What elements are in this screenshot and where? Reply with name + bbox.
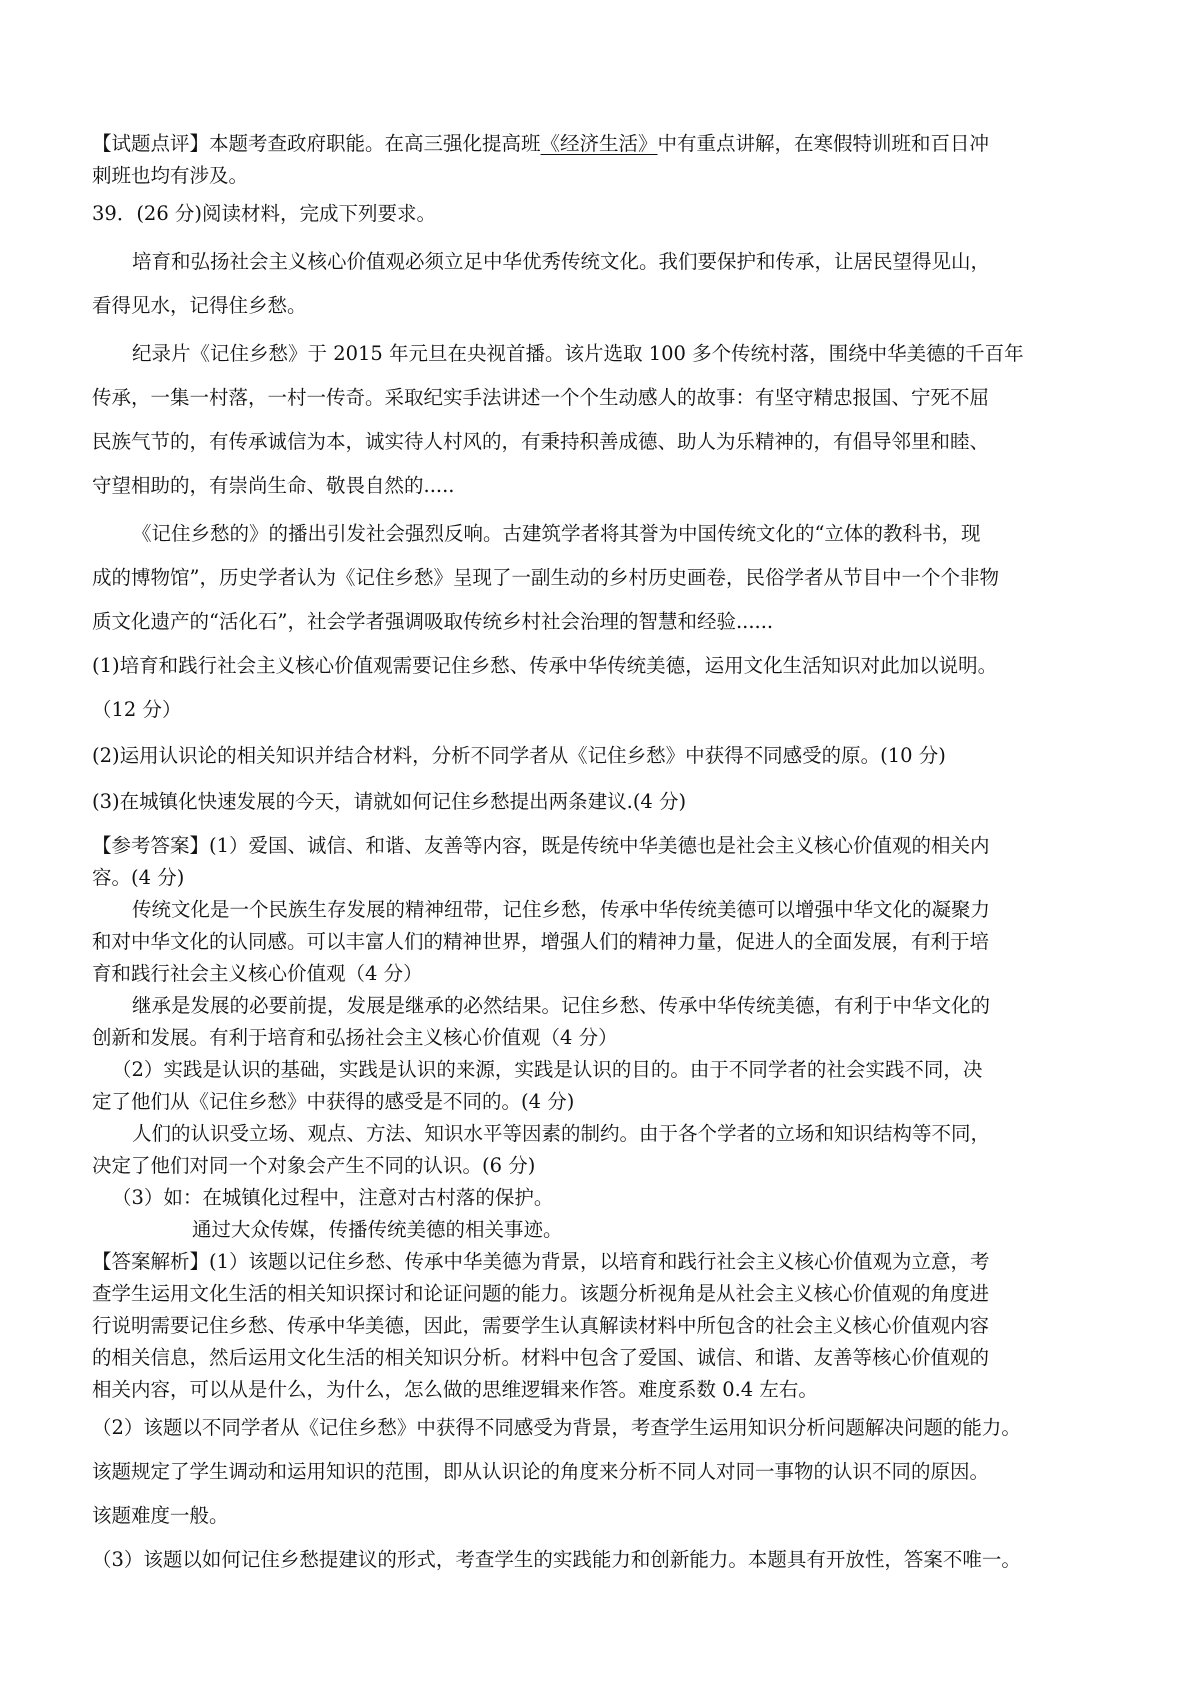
review-line-2: 刺班也均有涉及。 <box>92 164 249 187</box>
material-para-3-line: 成的博物馆”，历史学者认为《记住乡愁》呈现了一副生动的乡村历史画卷，民俗学者从节目中一个个非物 <box>92 566 999 589</box>
review-text-cont: 中有重点讲解，在寒假特训班和百日冲 <box>657 132 990 155</box>
material-para-1-line: 看得见水，记得住乡愁。 <box>92 294 307 317</box>
analysis-line: 查学生运用文化生活的相关知识探讨和论证问题的能力。该题分析视角是从社会主义核心价值观的角度进 <box>92 1282 990 1305</box>
review-book-title: 《经济生活》 <box>540 132 658 155</box>
material-para-3-line: 质文化遗产的“活化石”，社会学者强调吸取传统乡村社会治理的智慧和经验...... <box>92 610 774 633</box>
material-para-2-line: 守望相助的，有崇尚生命、敬畏自然的..... <box>92 474 455 497</box>
analysis-line: 该题难度一般。 <box>92 1504 229 1527</box>
material-para-3-line: 《记住乡愁的》的播出引发社会强烈反响。古建筑学者将其誉为中国传统文化的“立体的教科书，现 <box>132 522 981 545</box>
sub-question-2: (2)运用认识论的相关知识并结合材料，分析不同学者从《记住乡愁》中获得不同感受的原。(10 分) <box>92 744 946 767</box>
sub-question-1-score: （12 分） <box>92 698 182 721</box>
review-text: 【试题点评】本题考查政府职能。在高三强化提高班 <box>92 132 541 155</box>
answer-line: 创新和发展。有利于培育和弘扬社会主义核心价值观（4 分） <box>92 1026 618 1049</box>
material-para-2-line: 传承，一集一村落，一村一传奇。采取纪实手法讲述一个个生动感人的故事：有坚守精忠报国、宁死不屈 <box>92 386 990 409</box>
analysis-line: （3）该题以如何记住乡愁提建议的形式，考查学生的实践能力和创新能力。本题具有开放性，答案不唯一。 <box>92 1548 1021 1571</box>
analysis-line: 行说明需要记住乡愁、传承中华美德，因此，需要学生认真解读材料中所包含的社会主义核心价值观内容 <box>92 1314 990 1337</box>
material-para-1-line: 培育和弘扬社会主义核心价值观必须立足中华优秀传统文化。我们要保护和传承，让居民望得见山， <box>132 250 991 273</box>
sub-question-3: (3)在城镇化快速发展的今天，请就如何记住乡愁提出两条建议.(4 分) <box>92 790 687 813</box>
answer-line: 定了他们从《记住乡愁》中获得的感受是不同的。(4 分) <box>92 1090 575 1113</box>
answer-line: 人们的认识受立场、观点、方法、知识水平等因素的制约。由于各个学者的立场和知识结构等不同， <box>132 1122 991 1145</box>
answer-line: 育和践行社会主义核心价值观（4 分） <box>92 962 423 985</box>
answer-line: （2）实践是认识的基础，实践是认识的来源，实践是认识的目的。由于不同学者的社会实践不同，决 <box>112 1058 983 1081</box>
answer-line: 传统文化是一个民族生存发展的精神纽带，记住乡愁，传承中华传统美德可以增强中华文化的凝聚力 <box>132 898 991 921</box>
answer-line: 通过大众传媒，传播传统美德的相关事迹。 <box>192 1218 563 1241</box>
analysis-line: （2）该题以不同学者从《记住乡愁》中获得不同感受为背景，考查学生运用知识分析问题解决问题的能力。 <box>92 1416 1021 1439</box>
answer-line: 和对中华文化的认同感。可以丰富人们的精神世界，增强人们的精神力量，促进人的全面发展，有利于培 <box>92 930 990 953</box>
document-content <box>92 128 1112 1582</box>
analysis-line: 相关内容，可以从是什么，为什么，怎么做的思维逻辑来作答。难度系数 0.4 左右。 <box>92 1378 818 1401</box>
question-header: 39．(26 分)阅读材料，完成下列要求。 <box>92 202 437 225</box>
material-para-2-line: 民族气节的，有传承诚信为本，诚实待人村风的，有秉持积善成德、助人为乐精神的，有倡导邻里和睦、 <box>92 430 990 453</box>
answer-line: 【参考答案】(1）爱国、诚信、和谐、友善等内容，既是传统中华美德也是社会主义核心价值观的相关内 <box>92 834 990 857</box>
answer-line: （3）如：在城镇化过程中，注意对古村落的保护。 <box>112 1186 554 1209</box>
analysis-line: 【答案解析】(1）该题以记住乡愁、传承中华美德为背景，以培育和践行社会主义核心价值观为立意，考 <box>92 1250 990 1273</box>
analysis-line: 的相关信息，然后运用文化生活的相关知识分析。材料中包含了爱国、诚信、和谐、友善等核心价值观的 <box>92 1346 990 1369</box>
answer-line: 容。(4 分) <box>92 866 185 889</box>
analysis-line: 该题规定了学生调动和运用知识的范围，即从认识论的角度来分析不同人对同一事物的认识不同的原因。 <box>92 1460 990 1483</box>
sub-question-1: (1)培育和践行社会主义核心价值观需要记住乡愁、传承中华传统美德，运用文化生活知识对此加以说明。 <box>92 654 998 677</box>
answer-line: 继承是发展的必要前提，发展是继承的必然结果。记住乡愁、传承中华传统美德，有利于中华文化的 <box>132 994 991 1017</box>
review-line <box>92 128 1112 160</box>
material-para-2-line: 纪录片《记住乡愁》于 2015 年元旦在央视首播。该片选取 100 多个传统村落，围绕中华美德的千百年 <box>132 342 1024 365</box>
answer-line: 决定了他们对同一个对象会产生不同的认识。(6 分) <box>92 1154 536 1177</box>
